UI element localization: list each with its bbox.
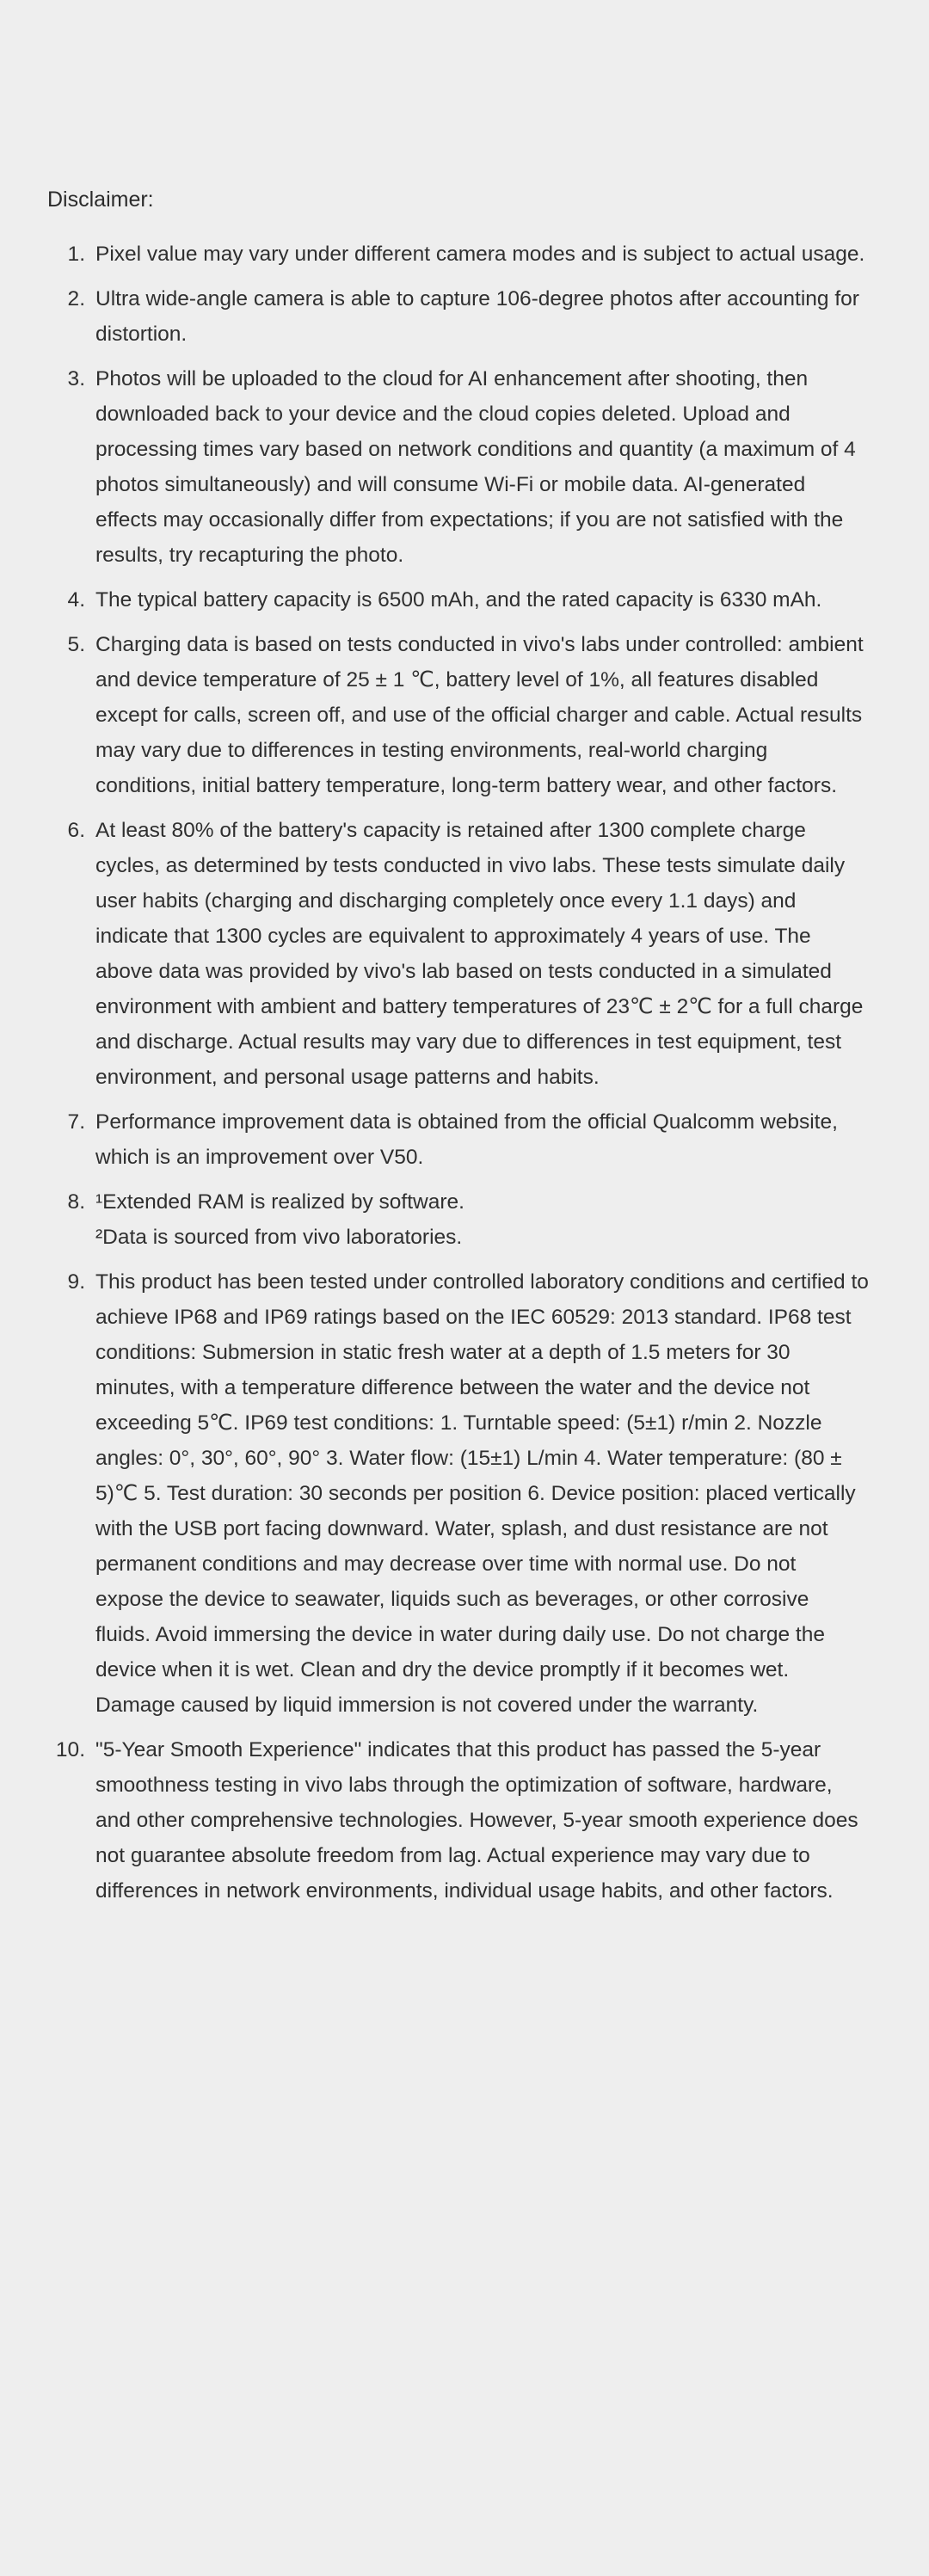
- list-item: [47, 1264, 869, 1723]
- list-item-text: Photos will be uploaded to the cloud for AI enhancement after shooting, then downloaded back to your device and the cloud copies deleted. Upload and processing times vary based on network conditions and quantity (a maximum of 4 photos simultaneously) and will consume Wi-Fi or mobile data. AI-generated effects may occasionally differ from expectations; if you are not satisfied with the results, try recapturing the photo.: [95, 367, 856, 567]
- list-item-text: This product has been tested under controlled laboratory conditions and certified to achieve IP68 and IP69 ratings based on the IEC 60529: 2013 standard. IP68 test conditions: Submersion in static fresh water at a depth of 1.5 meters for 30 minutes, with a temperature difference between the water and the device not exceeding 5℃. IP69 test conditions: 1. Turntable speed: (5±1) r/min 2. Nozzle angles: 0°, 30°, 60°, 90° 3. Water flow: (15±1) L/min 4. Water temperature: (80 ± 5)℃ 5. Test duration: 30 seconds per position 6. Device position: placed vertically with the USB port facing downward. Water, splash, and dust resistance are not permanent conditions and may decrease over time with normal use. Do not expose the device to seawater, liquids such as beverages, or other corrosive fluids. Avoid immersing the device in water during daily use. Do not charge the device when it is wet. Clean and dry the device promptly if it becomes wet. Damage caused by liquid immersion is not covered under the warranty.: [95, 1270, 869, 1717]
- list-item: [47, 281, 869, 352]
- list-item-text: At least 80% of the battery's capacity is retained after 1300 complete charge cycles, as determined by tests conducted in vivo labs. These tests simulate daily user habits (charging and discharging completely once every 1.1 days) and indicate that 1300 cycles are equivalent to approximately 4 years of use. The above data was provided by vivo's lab based on tests conducted in a simulated environment with ambient and battery temperatures of 23℃ ± 2℃ for a full charge and discharge. Actual results may vary due to differences in test equipment, test environment, and personal usage patterns and habits.: [95, 819, 864, 1089]
- list-item: [47, 361, 869, 573]
- list-item-text: Pixel value may vary under different camera modes and is subject to actual usage.: [95, 243, 865, 266]
- list-item: [47, 1184, 869, 1255]
- list-item: [47, 627, 869, 803]
- list-item: [47, 237, 869, 272]
- list-item: [47, 1732, 869, 1909]
- disclaimer-list: [47, 237, 869, 1909]
- list-item-text: Performance improvement data is obtained from the official Qualcomm website, which is an improvement over V50.: [95, 1110, 838, 1169]
- list-item-text: The typical battery capacity is 6500 mAh, and the rated capacity is 6330 mAh.: [95, 588, 822, 612]
- list-item: [47, 813, 869, 1095]
- list-item: [47, 582, 869, 618]
- list-item-subtext: ²Data is sourced from vivo laboratories.: [95, 1226, 463, 1249]
- list-item-text: Charging data is based on tests conducted in vivo's labs under controlled: ambient and device temperature of 25 ± 1 ℃, battery level of 1%, all features disabled except for calls, screen off, and use of the official charger and cable. Actual results may vary due to differences in testing environments, real-world charging conditions, initial battery temperature, long-term battery wear, and other factors.: [95, 633, 864, 797]
- list-item-text: Ultra wide-angle camera is able to capture 106-degree photos after accounting for distortion.: [95, 287, 859, 346]
- list-item-text: ¹Extended RAM is realized by software.: [95, 1190, 464, 1214]
- list-item-text: "5-Year Smooth Experience" indicates that this product has passed the 5-year smoothness testing in vivo labs through the optimization of software, hardware, and other comprehensive technologies. However, 5-year smooth experience does not guarantee absolute freedom from lag. Actual experience may vary due to differences in network environments, individual usage habits, and other factors.: [95, 1738, 858, 1903]
- page-title: Disclaimer:: [47, 188, 154, 212]
- list-item: [47, 1104, 869, 1175]
